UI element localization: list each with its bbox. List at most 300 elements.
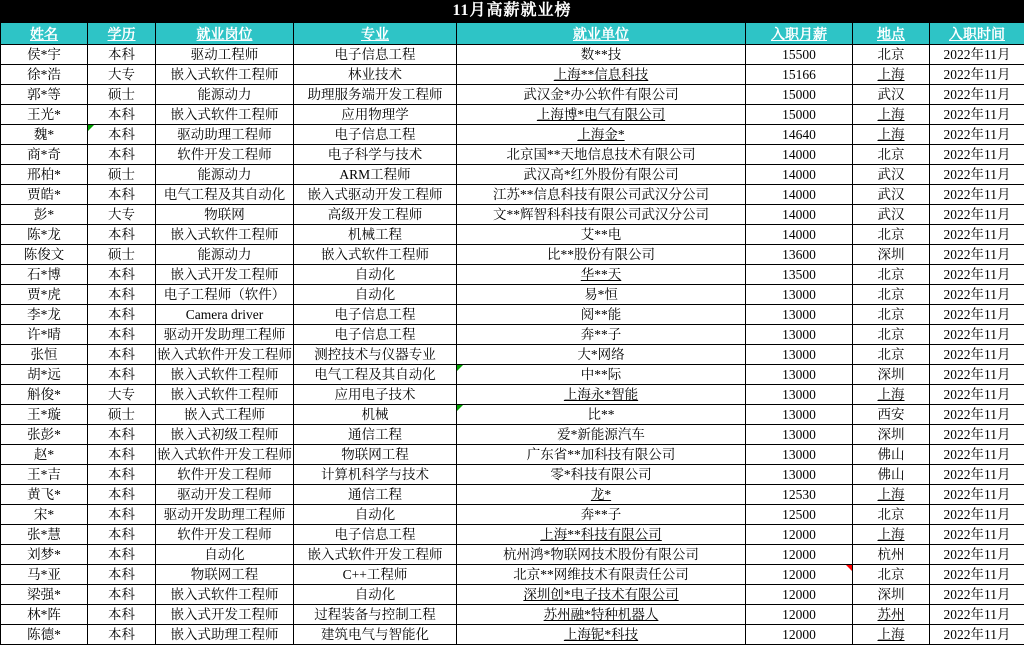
name-cell[interactable] bbox=[1, 365, 88, 385]
employer-cell[interactable] bbox=[457, 345, 746, 365]
salary-value: 12000 bbox=[782, 527, 816, 542]
education-cell[interactable] bbox=[88, 565, 156, 585]
location-cell[interactable] bbox=[853, 345, 930, 365]
employer-cell[interactable] bbox=[457, 565, 746, 585]
salary-cell[interactable] bbox=[746, 345, 853, 365]
employer-cell[interactable] bbox=[457, 285, 746, 305]
major-value: 电子信息工程 bbox=[335, 127, 416, 142]
employer-cell[interactable] bbox=[457, 385, 746, 405]
salary-cell[interactable] bbox=[746, 225, 853, 245]
major-cell[interactable] bbox=[294, 125, 457, 145]
major-cell[interactable] bbox=[294, 405, 457, 425]
date-cell[interactable] bbox=[930, 105, 1024, 125]
major-cell[interactable] bbox=[294, 205, 457, 225]
position-cell[interactable] bbox=[156, 425, 294, 445]
major-cell[interactable] bbox=[294, 285, 457, 305]
name-value: 陈*龙 bbox=[27, 227, 61, 242]
salary-value: 15166 bbox=[782, 67, 816, 82]
education-cell[interactable] bbox=[88, 45, 156, 65]
major-cell[interactable] bbox=[294, 425, 457, 445]
location-cell[interactable] bbox=[853, 625, 930, 645]
name-cell[interactable] bbox=[1, 525, 88, 545]
education-cell[interactable] bbox=[88, 505, 156, 525]
major-cell[interactable] bbox=[294, 245, 457, 265]
employer-cell[interactable] bbox=[457, 165, 746, 185]
date-cell[interactable] bbox=[930, 365, 1024, 385]
salary-cell[interactable] bbox=[746, 205, 853, 225]
employer-cell[interactable] bbox=[457, 225, 746, 245]
position-value: 嵌入式开发工程师 bbox=[171, 607, 279, 622]
major-cell[interactable] bbox=[294, 565, 457, 585]
employer-cell[interactable] bbox=[457, 65, 746, 85]
major-cell[interactable] bbox=[294, 365, 457, 385]
header-row bbox=[1, 23, 1024, 45]
position-value: 软件开发工程师 bbox=[177, 467, 272, 482]
salary-cell[interactable] bbox=[746, 565, 853, 585]
salary-cell[interactable] bbox=[746, 325, 853, 345]
name-value: 侯*宇 bbox=[27, 47, 61, 62]
location-cell[interactable] bbox=[853, 385, 930, 405]
education-cell[interactable] bbox=[88, 245, 156, 265]
salary-cell[interactable] bbox=[746, 625, 853, 645]
date-value: 2022年11月 bbox=[944, 207, 1011, 222]
position-cell[interactable] bbox=[156, 485, 294, 505]
salary-cell[interactable] bbox=[746, 185, 853, 205]
location-cell[interactable] bbox=[853, 245, 930, 265]
major-cell[interactable] bbox=[294, 225, 457, 245]
major-cell[interactable] bbox=[294, 65, 457, 85]
location-cell[interactable] bbox=[853, 165, 930, 185]
education-value: 本科 bbox=[108, 267, 135, 282]
location-cell[interactable] bbox=[853, 305, 930, 325]
date-cell[interactable] bbox=[930, 565, 1024, 585]
salary-cell[interactable] bbox=[746, 45, 853, 65]
position-cell[interactable] bbox=[156, 205, 294, 225]
salary-cell[interactable] bbox=[746, 65, 853, 85]
name-cell[interactable] bbox=[1, 345, 88, 365]
salary-cell[interactable] bbox=[746, 585, 853, 605]
location-cell[interactable] bbox=[853, 365, 930, 385]
employer-cell[interactable] bbox=[457, 125, 746, 145]
name-cell[interactable] bbox=[1, 105, 88, 125]
salary-cell[interactable] bbox=[746, 485, 853, 505]
name-cell[interactable] bbox=[1, 65, 88, 85]
name-cell[interactable] bbox=[1, 285, 88, 305]
education-cell[interactable] bbox=[88, 285, 156, 305]
name-cell[interactable] bbox=[1, 245, 88, 265]
column-header-name[interactable] bbox=[1, 23, 88, 45]
major-cell[interactable] bbox=[294, 325, 457, 345]
name-cell[interactable] bbox=[1, 425, 88, 445]
employer-cell[interactable] bbox=[457, 485, 746, 505]
date-cell[interactable] bbox=[930, 245, 1024, 265]
name-cell[interactable] bbox=[1, 625, 88, 645]
major-cell[interactable] bbox=[294, 105, 457, 125]
column-header-salary[interactable] bbox=[746, 23, 853, 45]
salary-cell[interactable] bbox=[746, 285, 853, 305]
education-cell[interactable] bbox=[88, 305, 156, 325]
location-cell[interactable] bbox=[853, 445, 930, 465]
employer-cell[interactable] bbox=[457, 445, 746, 465]
salary-cell[interactable] bbox=[746, 505, 853, 525]
employer-cell[interactable] bbox=[457, 365, 746, 385]
employer-cell[interactable] bbox=[457, 585, 746, 605]
location-cell[interactable] bbox=[853, 85, 930, 105]
date-cell[interactable] bbox=[930, 145, 1024, 165]
name-cell[interactable] bbox=[1, 45, 88, 65]
table-row bbox=[1, 385, 1024, 405]
salary-cell[interactable] bbox=[746, 525, 853, 545]
position-cell[interactable] bbox=[156, 385, 294, 405]
location-value: 上海 bbox=[878, 127, 905, 142]
salary-value: 13000 bbox=[782, 407, 816, 422]
position-cell[interactable] bbox=[156, 85, 294, 105]
date-cell[interactable] bbox=[930, 385, 1024, 405]
name-cell[interactable] bbox=[1, 85, 88, 105]
date-cell[interactable] bbox=[930, 185, 1024, 205]
education-value: 本科 bbox=[108, 307, 135, 322]
education-cell[interactable] bbox=[88, 185, 156, 205]
salary-cell[interactable] bbox=[746, 105, 853, 125]
position-value: 嵌入式软件开发工程师 bbox=[157, 347, 292, 362]
employer-cell[interactable] bbox=[457, 145, 746, 165]
column-header-position[interactable] bbox=[156, 23, 294, 45]
location-cell[interactable] bbox=[853, 585, 930, 605]
location-cell[interactable] bbox=[853, 405, 930, 425]
employer-cell[interactable] bbox=[457, 185, 746, 205]
location-cell[interactable] bbox=[853, 425, 930, 445]
location-cell[interactable] bbox=[853, 205, 930, 225]
date-cell[interactable] bbox=[930, 285, 1024, 305]
column-header-education[interactable] bbox=[88, 23, 156, 45]
position-cell[interactable] bbox=[156, 265, 294, 285]
salary-cell[interactable] bbox=[746, 425, 853, 445]
date-cell[interactable] bbox=[930, 165, 1024, 185]
education-cell[interactable] bbox=[88, 605, 156, 625]
employer-cell[interactable] bbox=[457, 605, 746, 625]
date-cell[interactable] bbox=[930, 445, 1024, 465]
salary-value: 13000 bbox=[782, 327, 816, 342]
name-cell[interactable] bbox=[1, 385, 88, 405]
name-cell[interactable] bbox=[1, 405, 88, 425]
position-cell[interactable] bbox=[156, 305, 294, 325]
location-cell[interactable] bbox=[853, 145, 930, 165]
date-cell[interactable] bbox=[930, 525, 1024, 545]
name-cell[interactable] bbox=[1, 185, 88, 205]
column-header-major[interactable] bbox=[294, 23, 457, 45]
education-cell[interactable] bbox=[88, 445, 156, 465]
name-cell[interactable] bbox=[1, 305, 88, 325]
employer-cell[interactable] bbox=[457, 45, 746, 65]
error-indicator-icon bbox=[457, 405, 463, 411]
major-cell[interactable] bbox=[294, 85, 457, 105]
education-value: 本科 bbox=[108, 127, 135, 142]
page-title: 11月高薪就业榜 bbox=[0, 0, 1024, 22]
salary-cell[interactable] bbox=[746, 445, 853, 465]
salary-value: 14000 bbox=[782, 187, 816, 202]
employer-cell[interactable] bbox=[457, 545, 746, 565]
location-cell[interactable] bbox=[853, 185, 930, 205]
education-cell[interactable] bbox=[88, 385, 156, 405]
salary-value: 12000 bbox=[782, 587, 816, 602]
education-cell[interactable] bbox=[88, 485, 156, 505]
major-cell[interactable] bbox=[294, 185, 457, 205]
position-cell[interactable] bbox=[156, 405, 294, 425]
major-cell[interactable] bbox=[294, 605, 457, 625]
education-cell[interactable] bbox=[88, 585, 156, 605]
position-cell[interactable] bbox=[156, 45, 294, 65]
name-cell[interactable] bbox=[1, 605, 88, 625]
date-cell[interactable] bbox=[930, 305, 1024, 325]
location-cell[interactable] bbox=[853, 285, 930, 305]
location-value: 武汉 bbox=[878, 187, 905, 202]
education-cell[interactable] bbox=[88, 125, 156, 145]
salary-value: 13000 bbox=[782, 447, 816, 462]
position-cell[interactable] bbox=[156, 505, 294, 525]
position-cell[interactable] bbox=[156, 105, 294, 125]
date-value: 2022年11月 bbox=[944, 407, 1011, 422]
major-value: 自动化 bbox=[355, 507, 396, 522]
date-cell[interactable] bbox=[930, 465, 1024, 485]
education-cell[interactable] bbox=[88, 105, 156, 125]
location-cell[interactable] bbox=[853, 265, 930, 285]
position-cell[interactable] bbox=[156, 125, 294, 145]
date-cell[interactable] bbox=[930, 505, 1024, 525]
salary-value: 12500 bbox=[782, 507, 816, 522]
employer-cell[interactable] bbox=[457, 105, 746, 125]
employer-cell[interactable] bbox=[457, 265, 746, 285]
position-cell[interactable] bbox=[156, 445, 294, 465]
position-cell[interactable] bbox=[156, 225, 294, 245]
date-cell[interactable] bbox=[930, 625, 1024, 645]
location-cell[interactable] bbox=[853, 565, 930, 585]
location-cell[interactable] bbox=[853, 505, 930, 525]
education-cell[interactable] bbox=[88, 345, 156, 365]
name-cell[interactable] bbox=[1, 125, 88, 145]
name-cell[interactable] bbox=[1, 565, 88, 585]
education-cell[interactable] bbox=[88, 405, 156, 425]
location-cell[interactable] bbox=[853, 485, 930, 505]
salary-cell[interactable] bbox=[746, 605, 853, 625]
salary-cell[interactable] bbox=[746, 245, 853, 265]
column-header-location[interactable] bbox=[853, 23, 930, 45]
education-cell[interactable] bbox=[88, 625, 156, 645]
major-value: 电子信息工程 bbox=[335, 527, 416, 542]
name-cell[interactable] bbox=[1, 145, 88, 165]
education-cell[interactable] bbox=[88, 465, 156, 485]
location-cell[interactable] bbox=[853, 125, 930, 145]
position-cell[interactable] bbox=[156, 365, 294, 385]
education-cell[interactable] bbox=[88, 205, 156, 225]
table-row bbox=[1, 105, 1024, 125]
salary-cell[interactable] bbox=[746, 405, 853, 425]
major-cell[interactable] bbox=[294, 385, 457, 405]
major-cell[interactable] bbox=[294, 305, 457, 325]
position-cell[interactable] bbox=[156, 565, 294, 585]
name-value: 陈德* bbox=[27, 627, 61, 642]
major-cell[interactable] bbox=[294, 585, 457, 605]
employer-cell[interactable] bbox=[457, 525, 746, 545]
education-cell[interactable] bbox=[88, 145, 156, 165]
location-value: 北京 bbox=[878, 287, 905, 302]
employer-cell[interactable] bbox=[457, 305, 746, 325]
salary-cell[interactable] bbox=[746, 365, 853, 385]
major-cell[interactable] bbox=[294, 445, 457, 465]
name-cell[interactable] bbox=[1, 165, 88, 185]
name-value: 黄飞* bbox=[27, 487, 61, 502]
education-value: 本科 bbox=[108, 607, 135, 622]
employer-cell[interactable] bbox=[457, 245, 746, 265]
salary-cell[interactable] bbox=[746, 465, 853, 485]
salary-cell[interactable] bbox=[746, 545, 853, 565]
date-cell[interactable] bbox=[930, 325, 1024, 345]
location-cell[interactable] bbox=[853, 45, 930, 65]
salary-cell[interactable] bbox=[746, 145, 853, 165]
column-header-date[interactable] bbox=[930, 23, 1024, 45]
salary-value: 13000 bbox=[782, 427, 816, 442]
date-cell[interactable] bbox=[930, 425, 1024, 445]
table-row bbox=[1, 245, 1024, 265]
location-cell[interactable] bbox=[853, 465, 930, 485]
date-cell[interactable] bbox=[930, 545, 1024, 565]
salary-cell[interactable] bbox=[746, 85, 853, 105]
name-cell[interactable] bbox=[1, 485, 88, 505]
location-cell[interactable] bbox=[853, 325, 930, 345]
name-cell[interactable] bbox=[1, 585, 88, 605]
salary-cell[interactable] bbox=[746, 165, 853, 185]
name-value: 宋* bbox=[34, 507, 54, 522]
education-cell[interactable] bbox=[88, 225, 156, 245]
location-value: 上海 bbox=[878, 627, 905, 642]
major-cell[interactable] bbox=[294, 625, 457, 645]
table-row bbox=[1, 445, 1024, 465]
salary-cell[interactable] bbox=[746, 265, 853, 285]
date-cell[interactable] bbox=[930, 125, 1024, 145]
date-cell[interactable] bbox=[930, 405, 1024, 425]
name-cell[interactable] bbox=[1, 445, 88, 465]
major-cell[interactable] bbox=[294, 45, 457, 65]
education-value: 本科 bbox=[108, 447, 135, 462]
position-cell[interactable] bbox=[156, 345, 294, 365]
major-cell[interactable] bbox=[294, 265, 457, 285]
date-cell[interactable] bbox=[930, 65, 1024, 85]
position-cell[interactable] bbox=[156, 585, 294, 605]
name-cell[interactable] bbox=[1, 225, 88, 245]
date-cell[interactable] bbox=[930, 585, 1024, 605]
major-cell[interactable] bbox=[294, 165, 457, 185]
position-cell[interactable] bbox=[156, 605, 294, 625]
position-cell[interactable] bbox=[156, 285, 294, 305]
position-cell[interactable] bbox=[156, 245, 294, 265]
date-cell[interactable] bbox=[930, 85, 1024, 105]
employer-value: 中**际 bbox=[581, 367, 622, 382]
major-cell[interactable] bbox=[294, 345, 457, 365]
employer-cell[interactable] bbox=[457, 425, 746, 445]
location-cell[interactable] bbox=[853, 605, 930, 625]
position-cell[interactable] bbox=[156, 145, 294, 165]
date-cell[interactable] bbox=[930, 265, 1024, 285]
location-cell[interactable] bbox=[853, 65, 930, 85]
table-row bbox=[1, 65, 1024, 85]
position-cell[interactable] bbox=[156, 465, 294, 485]
position-cell[interactable] bbox=[156, 325, 294, 345]
name-cell[interactable] bbox=[1, 205, 88, 225]
education-cell[interactable] bbox=[88, 545, 156, 565]
location-cell[interactable] bbox=[853, 525, 930, 545]
name-value: 魏* bbox=[34, 127, 54, 142]
name-cell[interactable] bbox=[1, 545, 88, 565]
name-cell[interactable] bbox=[1, 265, 88, 285]
education-cell[interactable] bbox=[88, 165, 156, 185]
name-cell[interactable] bbox=[1, 465, 88, 485]
major-cell[interactable] bbox=[294, 525, 457, 545]
education-cell[interactable] bbox=[88, 85, 156, 105]
date-value: 2022年11月 bbox=[944, 247, 1011, 262]
education-cell[interactable] bbox=[88, 425, 156, 445]
employer-cell[interactable] bbox=[457, 405, 746, 425]
name-value: 石*博 bbox=[27, 267, 61, 282]
position-cell[interactable] bbox=[156, 525, 294, 545]
date-cell[interactable] bbox=[930, 485, 1024, 505]
salary-cell[interactable] bbox=[746, 305, 853, 325]
position-value: 嵌入式软件工程师 bbox=[171, 227, 279, 242]
major-cell[interactable] bbox=[294, 505, 457, 525]
location-value: 西安 bbox=[878, 407, 905, 422]
position-cell[interactable] bbox=[156, 165, 294, 185]
table-row bbox=[1, 365, 1024, 385]
employer-cell[interactable] bbox=[457, 625, 746, 645]
position-cell[interactable] bbox=[156, 545, 294, 565]
employer-cell[interactable] bbox=[457, 85, 746, 105]
date-value: 2022年11月 bbox=[944, 327, 1011, 342]
major-value: 嵌入式软件开发工程师 bbox=[308, 547, 443, 562]
date-cell[interactable] bbox=[930, 205, 1024, 225]
location-cell[interactable] bbox=[853, 105, 930, 125]
salary-cell[interactable] bbox=[746, 125, 853, 145]
location-cell[interactable] bbox=[853, 545, 930, 565]
major-cell[interactable] bbox=[294, 465, 457, 485]
major-cell[interactable] bbox=[294, 145, 457, 165]
name-cell[interactable] bbox=[1, 505, 88, 525]
education-cell[interactable] bbox=[88, 525, 156, 545]
employer-cell[interactable] bbox=[457, 505, 746, 525]
name-cell[interactable] bbox=[1, 325, 88, 345]
position-cell[interactable] bbox=[156, 65, 294, 85]
date-cell[interactable] bbox=[930, 225, 1024, 245]
education-cell[interactable] bbox=[88, 325, 156, 345]
employer-cell[interactable] bbox=[457, 325, 746, 345]
position-value: 嵌入式初级工程师 bbox=[171, 427, 279, 442]
date-cell[interactable] bbox=[930, 45, 1024, 65]
location-cell[interactable] bbox=[853, 225, 930, 245]
position-cell[interactable] bbox=[156, 185, 294, 205]
employer-cell[interactable] bbox=[457, 465, 746, 485]
major-cell[interactable] bbox=[294, 485, 457, 505]
position-cell[interactable] bbox=[156, 625, 294, 645]
education-cell[interactable] bbox=[88, 365, 156, 385]
salary-cell[interactable] bbox=[746, 385, 853, 405]
location-value: 北京 bbox=[878, 267, 905, 282]
date-cell[interactable] bbox=[930, 345, 1024, 365]
employer-cell[interactable] bbox=[457, 205, 746, 225]
name-value: 贾*虎 bbox=[27, 287, 61, 302]
column-header-employer[interactable] bbox=[457, 23, 746, 45]
education-cell[interactable] bbox=[88, 65, 156, 85]
education-cell[interactable] bbox=[88, 265, 156, 285]
salary-value: 13600 bbox=[782, 247, 816, 262]
major-cell[interactable] bbox=[294, 545, 457, 565]
date-cell[interactable] bbox=[930, 605, 1024, 625]
